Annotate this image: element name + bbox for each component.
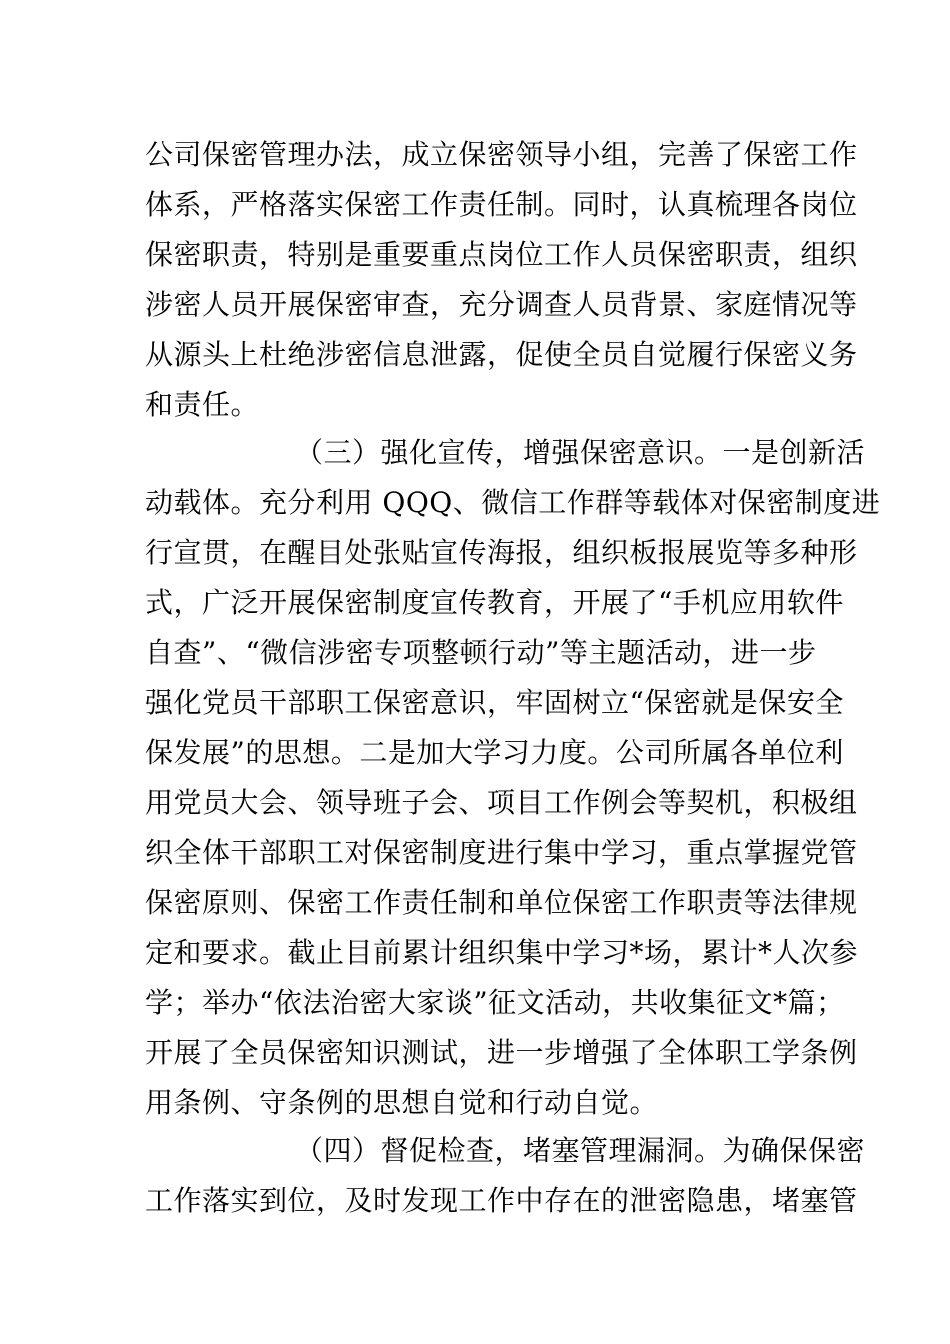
text-line: 开展了全员保密知识测试，进一步增强了全体职工学条例: [145, 1036, 858, 1069]
text-line: 保发展”的思想。二是加大学习力度。公司所属各单位利: [145, 736, 844, 769]
text-line: 体系，严格落实保密工作责任制。同时，认真梳理各岗位: [145, 188, 858, 221]
text-line: 用党员大会、领导班子会、项目工作例会等契机，积极组: [145, 786, 858, 819]
text-line: 从源头上杜绝涉密信息泄露，促使全员自觉履行保密义务: [145, 338, 858, 371]
text-line: 行宣贯，在醒目处张贴宣传海报，组织板报展览等多种形: [145, 536, 858, 569]
text-line: 保密原则、保密工作责任制和单位保密工作职责等法律规: [145, 886, 858, 919]
text-line: 自查”、“微信涉密专项整顿行动”等主题活动，进一步: [145, 636, 817, 669]
text-line: 工作落实到位，及时发现工作中存在的泄密隐患，堵塞管: [145, 1184, 858, 1217]
text-line: 保密职责，特别是重要重点岗位工作人员保密职责，组织: [145, 238, 858, 271]
text-line: 织全体干部职工对保密制度进行集中学习，重点掌握党管: [145, 836, 858, 869]
text-line: 学；举办“依法治密大家谈”征文活动，共收集征文*篇；: [145, 986, 845, 1019]
text-line: 用条例、守条例的思想自觉和行动自觉。: [145, 1086, 659, 1119]
text-line: 强化党员干部职工保密意识，牢固树立“保密就是保安全: [145, 686, 844, 719]
text-line: 涉密人员开展保密审查，充分调查人员背景、家庭情况等: [145, 288, 858, 321]
text-line: 和责任。: [145, 388, 260, 421]
text-line: 动载体。充分利用 QQQ、微信工作群等载体对保密制度进: [145, 486, 881, 519]
section-heading-line: （四）督促检查，堵塞管理漏洞。为确保保密: [295, 1134, 866, 1167]
section-heading-line: （三）强化宣传，增强保密意识。一是创新活: [295, 436, 866, 469]
text-line: 公司保密管理办法，成立保密领导小组，完善了保密工作: [145, 138, 858, 171]
text-line: 定和要求。截止目前累计组织集中学习*场，累计*人次参: [145, 936, 859, 969]
text-line: 式，广泛开展保密制度宣传教育，开展了“手机应用软件: [145, 586, 844, 619]
